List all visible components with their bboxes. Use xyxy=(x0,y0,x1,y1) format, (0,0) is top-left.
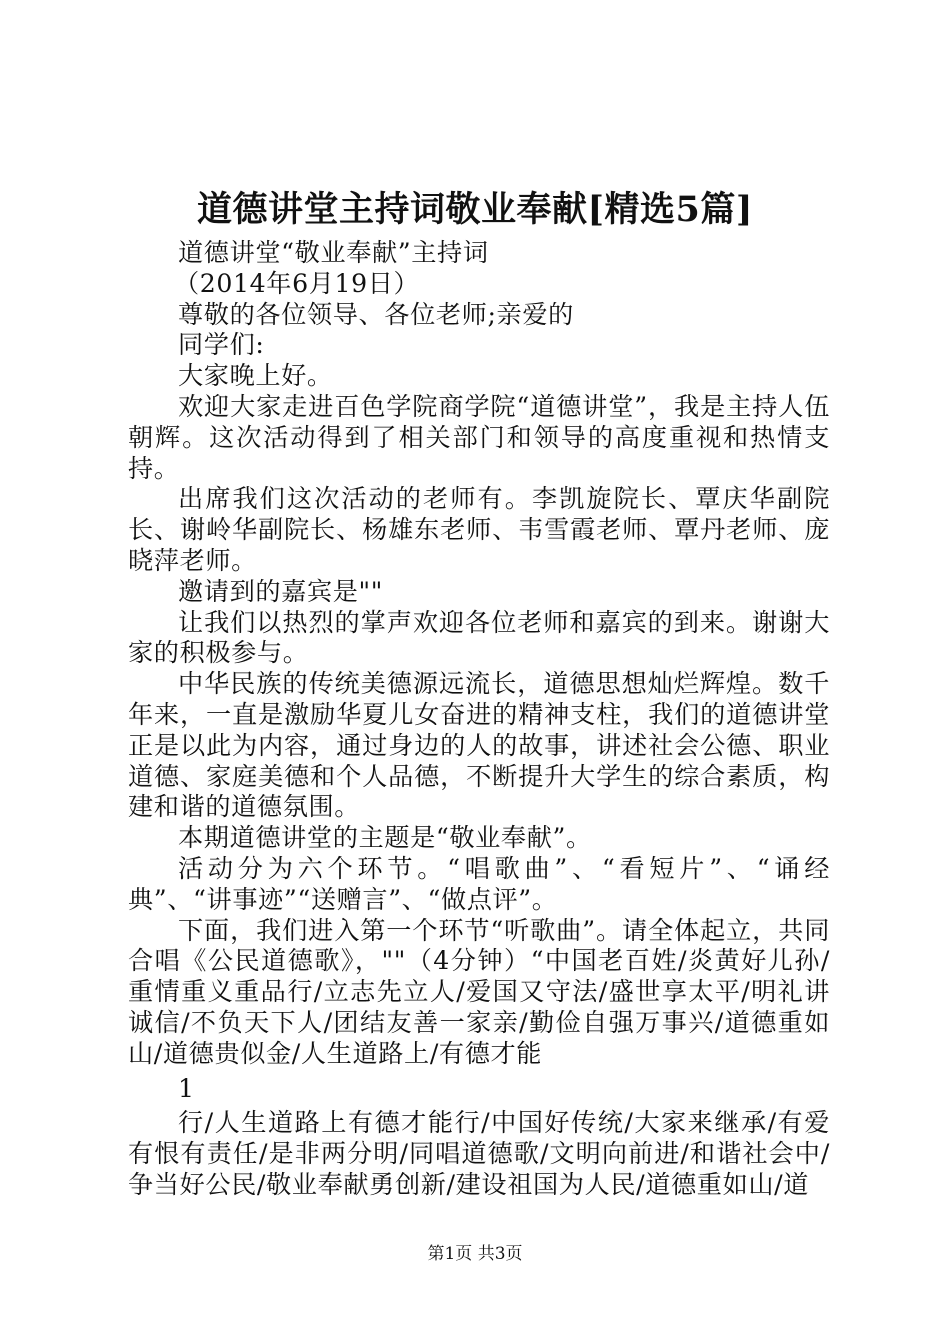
document-title: 道德讲堂主持词敬业奉献[精选5篇] xyxy=(197,189,753,230)
document-body xyxy=(128,238,830,1201)
paragraph: 欢迎大家走进百色学院商学院“道德讲堂”，我是主持人伍朝辉。这次活动得到了相关部门和领导的高度重视和热情支持。 xyxy=(128,391,830,483)
paragraph: 道德讲堂“敬业奉献”主持词 xyxy=(178,238,489,267)
page-footer: 第1页 共3页 xyxy=(427,1244,523,1264)
paragraph: 出席我们这次活动的老师有。李凯旋院长、覃庆华副院长、谢岭华副院长、杨雄东老师、韦雪霞老师、覃丹老师、庞晓萍老师。 xyxy=(128,484,830,575)
paragraph: 大家晚上好。 xyxy=(178,361,333,391)
paragraph: 尊敬的各位领导、各位老师;亲爱的 xyxy=(178,299,574,329)
paragraph: 下面，我们进入第一个环节“听歌曲”。请全体起立，共同合唱《公民道德歌》，""（4分钟）“中国老百姓/炎黄好儿孙/重情重义重品行/立志先立人/爱国又守法/盛世享太平/明礼讲诚信/不负天下人/团结友善一家亲/勤俭自强万事兴/道德重如山/道德贵似金/人生道路上/有德才能 xyxy=(128,915,830,1068)
paragraph: 行/人生道路上有德才能行/中国好传统/大家来继承/有爱有恨有责任/是非两分明/同唱道德歌/文明向前进/和谐社会中/争当好公民/敬业奉献勇创新/建设祖国为人民/道德重如山/道 xyxy=(128,1108,830,1199)
inline-page-number: 1 xyxy=(178,1073,195,1103)
paragraph-date: （2014年6月19日） xyxy=(174,268,420,298)
paragraph: 让我们以热烈的掌声欢迎各位老师和嘉宾的到来。谢谢大家的积极参与。 xyxy=(128,607,830,668)
paragraph: 中华民族的传统美德源远流长，道德思想灿烂辉煌。数千年来，一直是激励华夏儿女奋进的精神支柱，我们的道德讲堂正是以此为内容，通过身边的人的故事，讲述社会公德、职业道德、家庭美德和个人品德，不断提升大学生的综合素质，构建和谐的道德氛围。 xyxy=(128,669,830,822)
paragraph: 同学们: xyxy=(178,330,265,360)
paragraph: 邀请到的嘉宾是"" xyxy=(178,576,383,606)
paragraph: 活动分为六个环节。“唱歌曲”、“看短片”、“诵经典”、“讲事迹”“送赠言”、“做点评”。 xyxy=(128,853,830,914)
paragraph: 本期道德讲堂的主题是“敬业奉献”。 xyxy=(178,823,592,853)
